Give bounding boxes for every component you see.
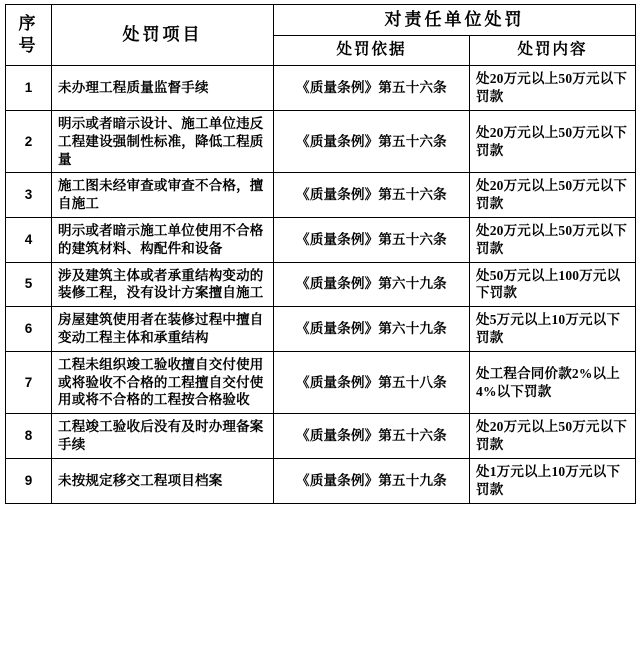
table-row xyxy=(6,458,636,503)
row-content: 处20万元以上50万元以下罚款 xyxy=(470,217,636,262)
row-item: 涉及建筑主体或者承重结构变动的装修工程，没有设计方案擅自施工 xyxy=(52,262,274,307)
column-header-basis: 处罚依据 xyxy=(274,36,470,65)
row-item: 明示或者暗示施工单位使用不合格的建筑材料、构配件和设备 xyxy=(52,217,274,262)
table-row xyxy=(6,217,636,262)
row-basis: 《质量条例》第五十九条 xyxy=(274,458,470,503)
row-content: 处1万元以上10万元以下罚款 xyxy=(470,458,636,503)
table-header xyxy=(6,5,636,66)
row-number: 6 xyxy=(6,307,52,352)
row-basis: 《质量条例》第六十九条 xyxy=(274,262,470,307)
table-row xyxy=(6,65,636,110)
row-content: 处20万元以上50万元以下罚款 xyxy=(470,414,636,459)
row-item: 明示或者暗示设计、施工单位违反工程建设强制性标准，降低工程质量 xyxy=(52,110,274,172)
row-basis: 《质量条例》第五十六条 xyxy=(274,414,470,459)
column-header-no: 序号 xyxy=(6,5,52,66)
row-number: 1 xyxy=(6,65,52,110)
row-content: 处50万元以上100万元以下罚款 xyxy=(470,262,636,307)
row-basis: 《质量条例》第五十六条 xyxy=(274,217,470,262)
row-number: 7 xyxy=(6,351,52,413)
row-content: 处20万元以上50万元以下罚款 xyxy=(470,65,636,110)
row-basis: 《质量条例》第五十六条 xyxy=(274,110,470,172)
penalty-table xyxy=(5,4,636,504)
row-item: 未办理工程质量监督手续 xyxy=(52,65,274,110)
row-basis: 《质量条例》第五十八条 xyxy=(274,351,470,413)
row-item: 未按规定移交工程项目档案 xyxy=(52,458,274,503)
table-body xyxy=(6,65,636,503)
row-content: 处20万元以上50万元以下罚款 xyxy=(470,173,636,218)
header-row-top xyxy=(6,5,636,36)
row-content: 处5万元以上10万元以下罚款 xyxy=(470,307,636,352)
table-row xyxy=(6,414,636,459)
row-content: 处工程合同价款2%以上4%以下罚款 xyxy=(470,351,636,413)
column-header-item: 处罚项目 xyxy=(52,5,274,66)
table-row xyxy=(6,173,636,218)
row-number: 2 xyxy=(6,110,52,172)
row-number: 9 xyxy=(6,458,52,503)
row-basis: 《质量条例》第五十六条 xyxy=(274,65,470,110)
column-header-content: 处罚内容 xyxy=(470,36,636,65)
row-item: 施工图未经审查或审查不合格，擅自施工 xyxy=(52,173,274,218)
row-item: 工程竣工验收后没有及时办理备案手续 xyxy=(52,414,274,459)
table-row xyxy=(6,262,636,307)
table-row xyxy=(6,351,636,413)
row-number: 4 xyxy=(6,217,52,262)
table-row xyxy=(6,110,636,172)
column-header-group-penalty: 对责任单位处罚 xyxy=(274,5,636,36)
row-basis: 《质量条例》第五十六条 xyxy=(274,173,470,218)
row-number: 5 xyxy=(6,262,52,307)
row-number: 3 xyxy=(6,173,52,218)
row-basis: 《质量条例》第六十九条 xyxy=(274,307,470,352)
row-item: 房屋建筑使用者在装修过程中擅自变动工程主体和承重结构 xyxy=(52,307,274,352)
row-number: 8 xyxy=(6,414,52,459)
row-item: 工程未组织竣工验收擅自交付使用或将验收不合格的工程擅自交付使用或将不合格的工程按合格验收 xyxy=(52,351,274,413)
table-row xyxy=(6,307,636,352)
row-content: 处20万元以上50万元以下罚款 xyxy=(470,110,636,172)
